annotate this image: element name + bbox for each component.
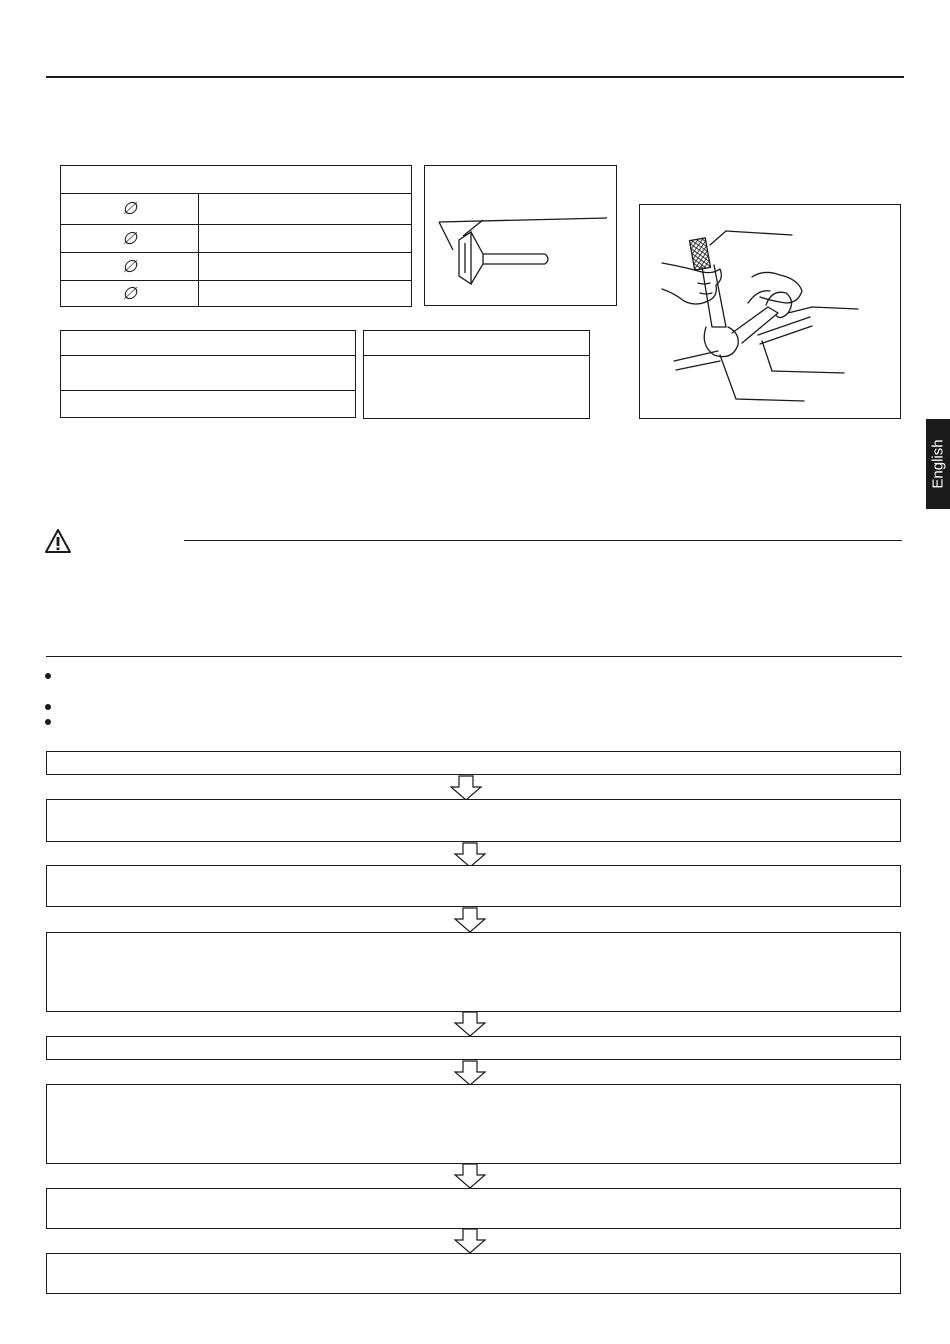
down-arrow-icon (453, 1011, 487, 1037)
flow-step (46, 799, 901, 842)
torque-table (60, 330, 356, 418)
table-header-cell (61, 166, 412, 194)
value-cell (199, 194, 412, 225)
caution-rule (184, 540, 902, 541)
down-arrow-icon (453, 1228, 487, 1254)
pipe-size-table (60, 165, 412, 307)
flow-step (46, 1036, 901, 1060)
down-arrow-icon (453, 1163, 487, 1189)
table-cell (61, 391, 356, 418)
language-tab[interactable] (926, 419, 950, 509)
down-arrow-icon (453, 1060, 487, 1086)
diameter-cell: ∅ (61, 194, 199, 225)
bullet-point (45, 719, 51, 725)
bullet-point (45, 673, 51, 679)
language-tab-label: English (929, 439, 947, 489)
two-wrench-illustration (640, 205, 900, 418)
table-cell (364, 356, 590, 419)
table-cell (61, 356, 356, 391)
diameter-cell: ∅ (61, 253, 199, 281)
down-arrow-icon (449, 775, 483, 801)
table-header-cell (61, 331, 356, 356)
flow-step (46, 1084, 901, 1164)
value-cell (199, 225, 412, 253)
flow-step (46, 1253, 901, 1294)
flow-step (46, 1188, 901, 1229)
note-table (363, 330, 590, 419)
flare-pipe-illustration (425, 166, 616, 305)
wrench-figure (639, 204, 901, 419)
diameter-cell: ∅ (61, 281, 199, 307)
header-rule (46, 76, 904, 78)
table-header-cell (364, 331, 590, 356)
flow-step (46, 865, 901, 907)
flare-figure (424, 165, 617, 306)
bullet-point (45, 704, 51, 710)
flow-step (46, 932, 901, 1012)
value-cell (199, 253, 412, 281)
down-arrow-icon (453, 907, 487, 933)
value-cell (199, 281, 412, 307)
flow-step (46, 751, 901, 775)
diameter-cell: ∅ (61, 225, 199, 253)
section-rule (46, 656, 902, 657)
warning-icon (44, 528, 72, 554)
